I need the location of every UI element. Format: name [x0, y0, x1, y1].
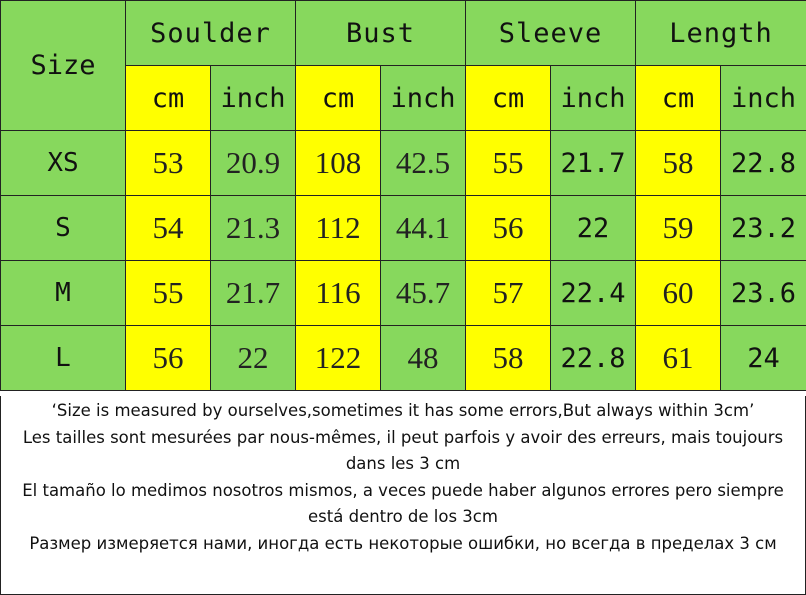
table-cell: 44.1 — [381, 196, 466, 261]
sleeve-header: Sleeve — [466, 1, 636, 66]
table-row — [1, 261, 806, 326]
table-cell: 58 — [636, 131, 721, 196]
size-label-cell: M — [1, 261, 126, 326]
table-cell: 112 — [296, 196, 381, 261]
table-cell: 21.7 — [551, 131, 636, 196]
unit-inch: inch — [721, 66, 806, 131]
table-cell: 56 — [126, 326, 211, 391]
size-label-cell: XS — [1, 131, 126, 196]
unit-inch: inch — [381, 66, 466, 131]
header-row-groups — [1, 1, 806, 66]
table-cell: 45.7 — [381, 261, 466, 326]
table-cell: 55 — [466, 131, 551, 196]
table-cell: 122 — [296, 326, 381, 391]
table-cell: 21.7 — [211, 261, 296, 326]
note-french: Les tailles sont mesurées par nous-mêmes, il peut parfois y avoir des erreurs, mais toujours dans les 3 cm — [22, 427, 784, 473]
table-cell: 61 — [636, 326, 721, 391]
table-cell: 22 — [551, 196, 636, 261]
table-row — [1, 196, 806, 261]
table-cell: 116 — [296, 261, 381, 326]
size-column-header: Size — [1, 1, 126, 131]
table-cell: 42.5 — [381, 131, 466, 196]
table-cell: 59 — [636, 196, 721, 261]
table-cell: 48 — [381, 326, 466, 391]
unit-cm: cm — [636, 66, 721, 131]
table-cell: 58 — [466, 326, 551, 391]
table-cell: 54 — [126, 196, 211, 261]
table-cell: 55 — [126, 261, 211, 326]
table-row — [1, 326, 806, 391]
table-cell: 23.2 — [721, 196, 806, 261]
table-cell: 108 — [296, 131, 381, 196]
note-spanish: El tamaño lo medimos nosotros mismos, a veces puede haber algunos errores pero siempre está dentro de los 3cm — [22, 480, 784, 526]
table-cell: 24 — [721, 326, 806, 391]
unit-inch: inch — [551, 66, 636, 131]
table-cell: 56 — [466, 196, 551, 261]
measurement-notes — [0, 396, 806, 595]
note-english: ‘Size is measured by ourselves,sometimes it has some errors,But always within 3cm’ — [51, 401, 755, 420]
size-label-cell: L — [1, 326, 126, 391]
table-cell: 22 — [211, 326, 296, 391]
table-cell: 22.8 — [551, 326, 636, 391]
table-cell: 57 — [466, 261, 551, 326]
length-header: Length — [636, 1, 806, 66]
bust-header: Bust — [296, 1, 466, 66]
table-row — [1, 131, 806, 196]
table-cell: 22.8 — [721, 131, 806, 196]
table-cell: 60 — [636, 261, 721, 326]
unit-cm: cm — [466, 66, 551, 131]
unit-inch: inch — [211, 66, 296, 131]
table-cell: 23.6 — [721, 261, 806, 326]
size-label-cell: S — [1, 196, 126, 261]
table-cell: 21.3 — [211, 196, 296, 261]
table-cell: 20.9 — [211, 131, 296, 196]
table-cell: 22.4 — [551, 261, 636, 326]
unit-cm: cm — [126, 66, 211, 131]
shoulder-header: Soulder — [126, 1, 296, 66]
table-cell: 53 — [126, 131, 211, 196]
note-russian: Размер измеряется нами, иногда есть некоторые ошибки, но всегда в пределах 3 см — [29, 533, 777, 553]
unit-cm: cm — [296, 66, 381, 131]
